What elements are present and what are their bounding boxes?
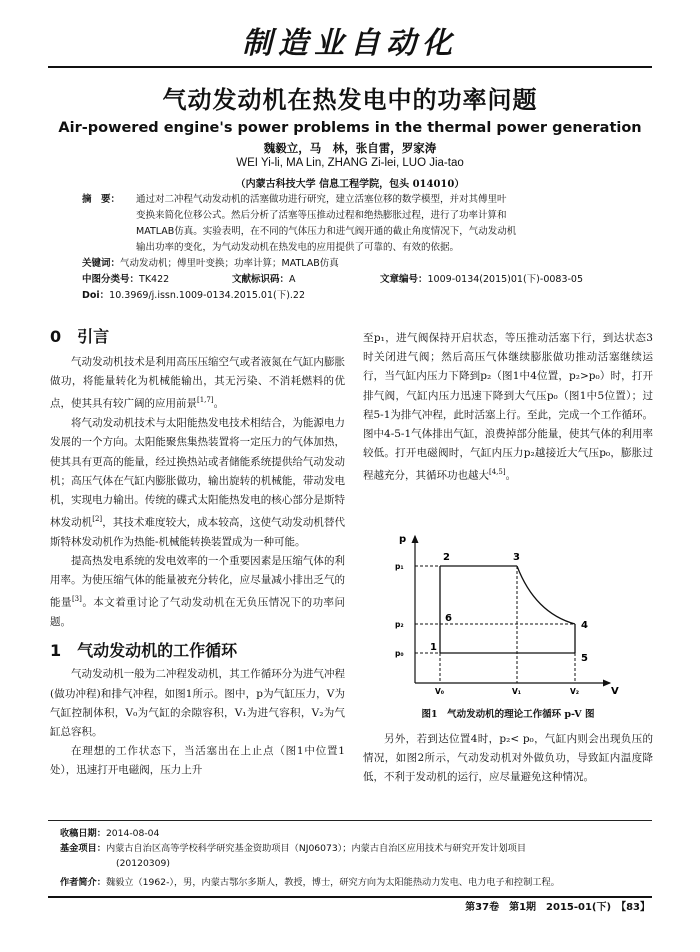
state-label-3: 3: [513, 552, 520, 563]
footnotes: [60, 826, 650, 890]
page-info: 第37卷 第1期 2015-01(下) 【83】: [465, 902, 650, 913]
footnote-rule: [48, 820, 652, 821]
paragraph: 至p₁，进气阀保持开启状态，等压推动活塞下行，到达状态3时关闭进气阀；然后高压气体继续膨胀做功推动活塞继续运行，当气缸内压力下降到p₂（图1中4位置，p₂>p₀）时，打开排气阀，气缸内压力迅速下降到大气压p₀（图1中5位置）；过程5-1为排气冲程，此时活塞上行。至此，完成一个工作循环。图中4-5-1气体排出气缸，浪费掉部分能量，使其气体的利用率较低。打开电磁阀时，气缸内压力p₂越接近大气压p₀，膨胀过程越充分，其循环功也越大[4,5]。: [363, 332, 653, 482]
page-footer-rule: [48, 896, 652, 898]
doi-value: 10.3969/j.issn.1009-0134.2015.01(下).22: [109, 290, 306, 301]
affiliation: （内蒙古科技大学 信息工程学院，包头 014010）: [235, 179, 465, 190]
paragraph: 在理想的工作状态下，当活塞出在上止点（图1中位置1处），迅速打开电磁阀，压力上升: [50, 745, 345, 777]
journal-masthead: 制造业自动化: [242, 26, 458, 61]
clc-label: 中图分类号：: [82, 274, 140, 285]
left-column: [50, 324, 345, 781]
paragraph: 将气动发动机技术与太阳能热发电技术相结合，为能源电力发展的一个方向。太阳能聚焦集热装置将一定压力的气体加热，使其具有更高的能量，经过换热站或者储能系统提供给气动发动机；高压气体在气缸内膨胀做功，输出旋转的机械能，带动发电机，实现电力输出。传统的碟式太阳能热发电的核心部分是斯特林发动机[2]，其技术难度较大，成本较高，这使气动发动机替代斯特林发动机作为热能-机械能转换装置成为一种可能。: [50, 417, 345, 548]
figure-caption: 图1 气动发动机的理论工作循环 p-V 图: [421, 709, 595, 720]
process-3-4-expansion: [517, 566, 575, 624]
classification-row: [82, 272, 642, 288]
state-label-4: 4: [581, 620, 588, 631]
state-label-1: 1: [430, 642, 437, 653]
abstract-line: 输出功率的变化，为气动发动机在热发电的应用提供了可靠的、有效的依据。: [136, 242, 460, 253]
abstract-label: 摘 要：: [82, 194, 121, 205]
abstract-line: MATLAB仿真。实验表明，在不同的气体压力和进气阀开通的截止角度情况下，气动发动机: [136, 226, 517, 237]
paragraph: 气动发动机一般为二冲程发动机，其工作循环分为进气冲程(做功冲程)和排气冲程，如图1所示。图中，p为气缸压力，V为气缸控制体积，V₀为气缸的余隙容积，V₁为进气容积，V₂为气缸总容积。: [50, 668, 345, 738]
paragraph: 气动发动机技术是利用高压压缩空气或者液氮在气缸内膨胀做功，将能量转化为机械能输出，其无污染、不消耗燃料的优点，使其具有较广阔的应用前景[1,7]。: [50, 356, 345, 410]
fund-info: 基金项目：内蒙古自治区高等学校科学研究基金资助项目（NJ06073）；内蒙古自治区应用技术与研究开发计划项目: [60, 843, 527, 854]
abstract: [82, 192, 642, 304]
authors-english: WEI Yi-li, MA Lin, ZHANG Zi-lei, LUO Jia-tao: [236, 157, 464, 169]
paragraph: 提高热发电系统的发电效率的一个重要因素是压缩气体的利用率。为使压缩气体的能量被充分转化，应尽量减小排出乏气的能量[3]。本文着重讨论了气动发动机在无负压情况下的功率问题。: [50, 555, 346, 629]
fund-info-cont: (20120309): [116, 858, 170, 869]
right-column: [363, 329, 653, 486]
x-axis-label: V: [611, 686, 619, 697]
keywords-text: 气动发动机；傅里叶变换；功率计算；MATLAB仿真: [120, 258, 339, 269]
paragraph: 另外，若到达位置4时，p₂< p₀，气缸内则会出现负压的情况，如图2所示，气动发动机对外做负功，导致缸内温度降低，不利于发动机的运行，应尽量避免这种情况。: [363, 733, 653, 784]
tick-p1: p₁: [395, 562, 404, 571]
header-rule: [48, 66, 652, 68]
tick-p2: p₂: [395, 620, 404, 629]
state-label-6: 6: [445, 613, 452, 624]
abstract-line: 变换来简化位移公式。然后分析了活塞等压推动过程和绝热膨胀过程，进行了功率计算和: [136, 210, 507, 221]
right-column-continued: [363, 730, 653, 788]
state-label-5: 5: [581, 653, 588, 664]
page-title: 气动发动机在热发电中的功率问题: [162, 85, 538, 114]
pv-diagram: [385, 528, 625, 698]
article-no-value: 1009-0134(2015)01(下)-0083-05: [427, 274, 584, 285]
abstract-line: 通过对二冲程气动发动机的活塞做功进行研究，建立活塞位移的数学模型，并对其傅里叶: [136, 194, 507, 205]
doc-code-value: A: [289, 274, 296, 285]
article-no-label: 文章编号：: [380, 274, 428, 285]
state-label-2: 2: [443, 552, 450, 563]
keywords-label: 关键词：: [82, 258, 121, 269]
section-heading-cycle: 1 气动发动机的工作循环: [50, 641, 238, 661]
title-english: Air-powered engine's power problems in the thermal power generation: [58, 120, 642, 136]
keywords: [82, 256, 642, 272]
tick-v0: V₀: [435, 687, 445, 696]
doc-code-label: 文献标识码：: [232, 274, 290, 285]
authors-chinese: 魏毅立，马 林，张自雷，罗家涛: [263, 141, 437, 155]
received-date: 收稿日期：2014-08-04: [60, 828, 160, 839]
author-bio: 作者简介：魏毅立（1962-），男，内蒙古鄂尔多斯人，教授，博士，研究方向为太阳能热动力发电、电力电子和控制工程。: [60, 877, 560, 888]
doi: [82, 288, 642, 304]
section-heading-intro: 0 引言: [50, 327, 110, 346]
tick-p0: p₀: [395, 649, 404, 658]
tick-v1: V₁: [512, 687, 522, 696]
tick-v2: V₂: [570, 687, 580, 696]
clc-value: TK422: [139, 274, 170, 285]
y-axis-label: p: [399, 534, 407, 545]
doi-label: Doi：: [82, 290, 110, 301]
